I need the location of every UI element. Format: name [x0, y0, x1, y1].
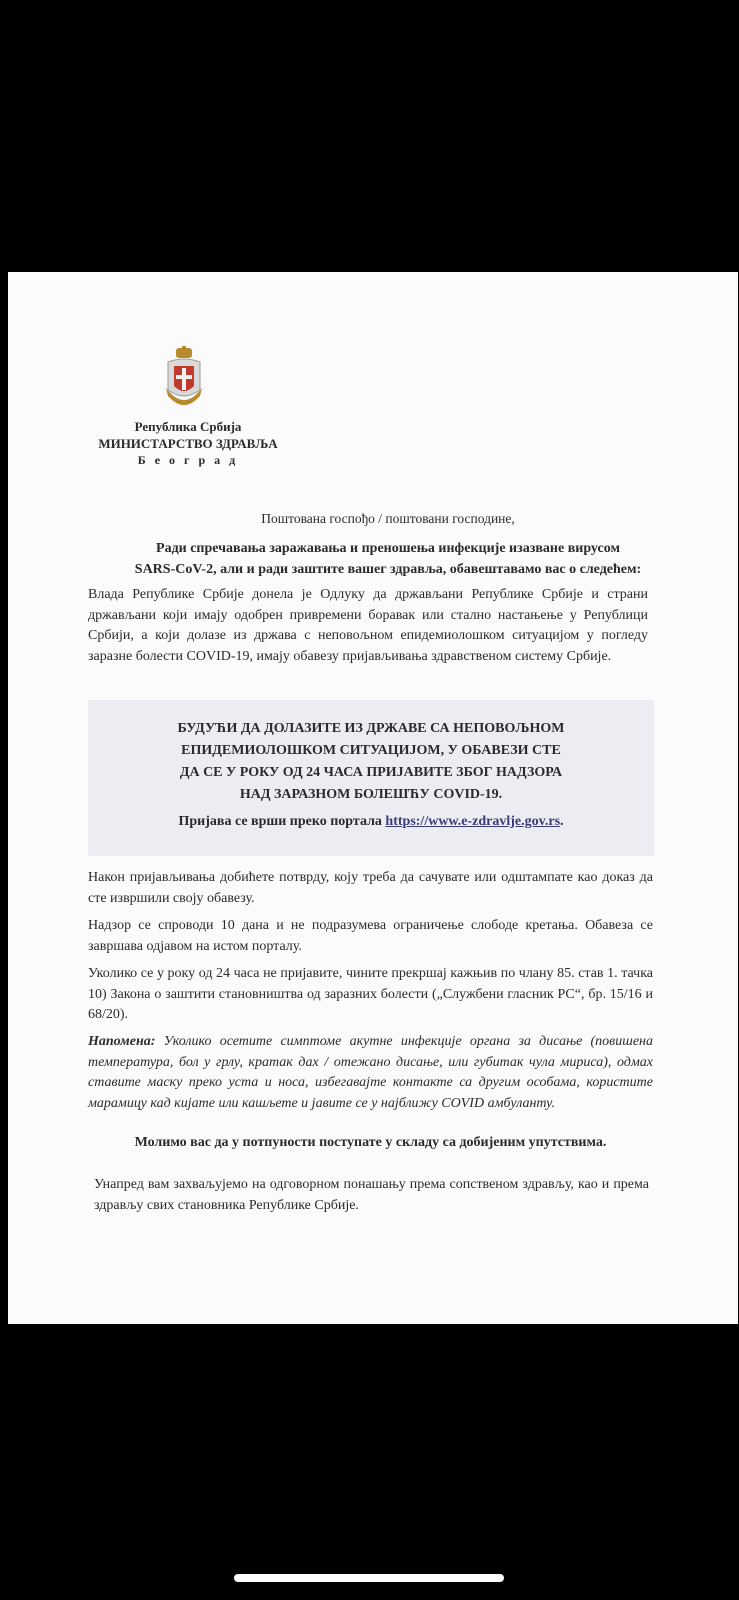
note-label: Напомена: — [88, 1034, 156, 1049]
decision-paragraph: Влада Републике Србије донела је Одлуку да држављани Републике Србије и страни држављани који имају одобрен привремени боравак или стално настањење у Републици Србији, а који долазе из држава с неповољном епидемиолошком ситуацијом у погледу заразне болести COVID-19, имају обавезу пријављивања здравственом систему Србије. — [88, 587, 648, 664]
thanks-paragraph: Унапред вам захваљујемо на одговорном понашању према сопственом здрављу, као и према здрављу свих становника Републике Србије. — [94, 1177, 649, 1213]
after-registration-paragraph: Након пријављивања добићете потврду, коју треба да сачувате или одштампате као доказ да сте извршили своју обавезу. — [88, 870, 653, 906]
home-indicator[interactable] — [234, 1574, 504, 1582]
notice-line-2: ЕПИДЕМИОЛОШКОМ СИТУАЦИЈОМ, У ОБАВЕЗИ СТЕ — [181, 743, 561, 758]
notice-line-1: БУДУЋИ ДА ДОЛАЗИТЕ ИЗ ДРЖАВЕ СА НЕПОВОЉНОМ — [177, 721, 565, 736]
republic-name: Република Србија — [134, 419, 242, 434]
note-text: Уколико осетите симптоме акутне инфекције органа за дисање (повишена температура, бол у грлу, кратак дах / отежано дисање, или губитак чула мириса), одмах ставите маску преко уста и носа, избегавајте контакте са другим особама, користите марамицу кад кијате или кашљете и јавите се у најближу COVID амбуланту. — [88, 1034, 653, 1111]
registration-instruction — [88, 814, 654, 830]
please-follow-text: Молимо вас да у потпуности поступате у складу са добијеним упутствима. — [134, 1135, 607, 1150]
intro-paragraph — [88, 538, 688, 580]
notice-line-4: НАД ЗАРАЗНОМ БОЛЕШЋУ COVID-19. — [239, 787, 503, 802]
intro-line-2: SARS-CoV-2, али и ради заштите вашег здравља, обавештавамо вас о следећем: — [134, 562, 642, 577]
supervision-paragraph: Надзор се спроводи 10 дана и не подразумева ограничење слободе кретања. Обавеза се завршава одјавом на истом порталу. — [88, 918, 653, 954]
city-name: Б е о г р а д — [137, 453, 239, 467]
notice-title — [88, 718, 654, 806]
serbian-coat-of-arms-icon — [164, 346, 204, 414]
registration-suffix: . — [560, 814, 564, 829]
intro-line-1: Ради спречавања заражавања и преношења инфекције изазване вирусом — [156, 541, 620, 556]
notice-box — [88, 700, 654, 856]
registration-prefix: Пријава се врши преко портала — [178, 814, 386, 829]
penalty-paragraph: Уколико се у року од 24 часа не пријавите, чините прекршај кажњив по члану 85. став 1. тачка 10) Закона о заштити становништва од заразних болести („Службени гласник РС“, бр. 15/16 и 68/20). — [88, 966, 653, 1022]
portal-link[interactable]: https://www.e-zdravlje.gov.rs — [385, 814, 561, 829]
letter-page — [8, 272, 738, 1324]
greeting: Поштована госпођо / поштовани господине, — [261, 511, 515, 526]
note-paragraph — [88, 1032, 653, 1114]
ministry-name: МИНИСТАРСТВО ЗДРАВЉА — [98, 436, 278, 451]
notice-line-3: ДА СЕ У РОКУ ОД 24 ЧАСА ПРИЈАВИТЕ ЗБОГ НАДЗОРА — [179, 765, 563, 780]
